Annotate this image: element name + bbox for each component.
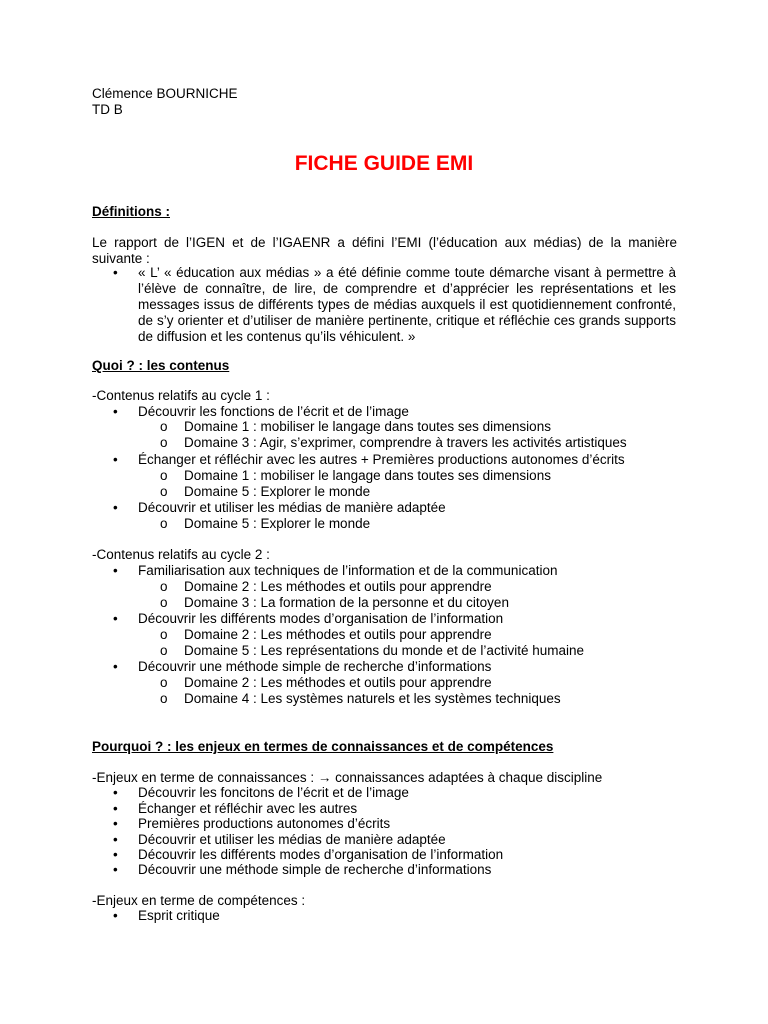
bullet-icon: • xyxy=(113,816,118,831)
list-item: Échanger et réfléchir avec les autres + Premières productions autonomes d’écrits xyxy=(138,452,625,467)
list-item: Découvrir une méthode simple de recherche d’informations xyxy=(138,862,492,877)
bullet-icon: • xyxy=(113,785,118,800)
cycle2-label: -Contenus relatifs au cycle 2 : xyxy=(92,547,270,562)
connaissances-label: -Enjeux en terme de connaissances : → connaissances adaptées à chaque discipline xyxy=(92,770,603,785)
sub-bullet-icon: o xyxy=(160,579,168,594)
sub-list-item: Domaine 2 : Les méthodes et outils pour apprendre xyxy=(184,579,492,594)
sub-bullet-icon: o xyxy=(160,468,168,483)
list-item: Découvrir les différents modes d’organisation de l’information xyxy=(138,847,504,862)
list-item: Découvrir les foncitons de l’écrit et de l’image xyxy=(138,785,409,800)
bullet-icon: • xyxy=(113,832,118,847)
list-item: Esprit critique xyxy=(138,908,220,923)
definition-quote: « L’ « éducation aux médias » a été définie comme toute démarche visant à permettre à l’élève de connaître, de lire, de comprendre et d’apprécier les représentations et les messages issus de différents types de médias auxquels il est quotidiennement confronté, de s’y orienter et d’utiliser de manière pertinente, critique et réfléchie ces grands supports de diffusion et les contenus qu’ils véhiculent. » xyxy=(138,265,676,344)
bullet-icon: • xyxy=(113,801,118,816)
list-item: Découvrir et utiliser les médias de manière adaptée xyxy=(138,500,446,515)
sub-list-item: Domaine 2 : Les méthodes et outils pour apprendre xyxy=(184,627,492,642)
author-group: TD B xyxy=(92,102,123,117)
bullet-icon: • xyxy=(113,452,118,467)
sub-list-item: Domaine 2 : Les méthodes et outils pour apprendre xyxy=(184,675,492,690)
list-item: Familiarisation aux techniques de l’information et de la communication xyxy=(138,563,558,578)
sub-list-item: Domaine 4 : Les systèmes naturels et les systèmes techniques xyxy=(184,691,561,706)
document-title: FICHE GUIDE EMI xyxy=(294,152,474,175)
bullet-icon: • xyxy=(113,500,118,515)
sub-list-item: Domaine 5 : Explorer le monde xyxy=(184,516,371,531)
sub-bullet-icon: o xyxy=(160,484,168,499)
bullet-icon: • xyxy=(113,611,118,626)
list-item: Découvrir les différents modes d’organisation de l’information xyxy=(138,611,504,626)
sub-bullet-icon: o xyxy=(160,595,168,610)
definitions-intro: Le rapport de l’IGEN et de l’IGAENR a défini l’EMI (l’éducation aux médias) de la manière suivante : xyxy=(92,235,677,266)
bullet-icon: • xyxy=(113,908,118,923)
bullet-icon: • xyxy=(113,862,118,877)
definitions-heading: Définitions : xyxy=(92,204,170,219)
pourquoi-heading: Pourquoi ? : les enjeux en termes de connaissances et de compétences xyxy=(92,739,554,754)
sub-list-item: Domaine 3 : Agir, s’exprimer, comprendre à travers les activités artistiques xyxy=(184,435,627,450)
list-item: Premières productions autonomes d’écrits xyxy=(138,816,391,831)
list-item: Découvrir et utiliser les médias de manière adaptée xyxy=(138,832,446,847)
sub-list-item: Domaine 5 : Explorer le monde xyxy=(184,484,371,499)
author-block xyxy=(92,86,238,118)
competences-label: -Enjeux en terme de compétences : xyxy=(92,893,306,908)
bullet-icon: • xyxy=(113,404,118,419)
bullet-icon: • xyxy=(113,847,118,862)
list-item: Échanger et réfléchir avec les autres xyxy=(138,801,358,816)
bullet-icon: • xyxy=(113,659,118,674)
sub-bullet-icon: o xyxy=(160,516,168,531)
sub-list-item: Domaine 1 : mobiliser le langage dans toutes ses dimensions xyxy=(184,419,551,434)
sub-bullet-icon: o xyxy=(160,419,168,434)
list-item: Découvrir une méthode simple de recherche d’informations xyxy=(138,659,492,674)
sub-bullet-icon: o xyxy=(160,643,168,658)
bullet-icon: • xyxy=(113,265,118,280)
quoi-heading: Quoi ? : les contenus xyxy=(92,358,230,373)
author-name: Clémence BOURNICHE xyxy=(92,86,238,101)
list-item: Découvrir les fonctions de l’écrit et de l’image xyxy=(138,404,409,419)
sub-bullet-icon: o xyxy=(160,691,168,706)
sub-list-item: Domaine 5 : Les représentations du monde et de l’activité humaine xyxy=(184,643,584,658)
sub-list-item: Domaine 3 : La formation de la personne et du citoyen xyxy=(184,595,509,610)
cycle1-label: -Contenus relatifs au cycle 1 : xyxy=(92,388,270,403)
bullet-icon: • xyxy=(113,563,118,578)
sub-list-item: Domaine 1 : mobiliser le langage dans toutes ses dimensions xyxy=(184,468,551,483)
sub-bullet-icon: o xyxy=(160,435,168,450)
sub-bullet-icon: o xyxy=(160,627,168,642)
sub-bullet-icon: o xyxy=(160,675,168,690)
